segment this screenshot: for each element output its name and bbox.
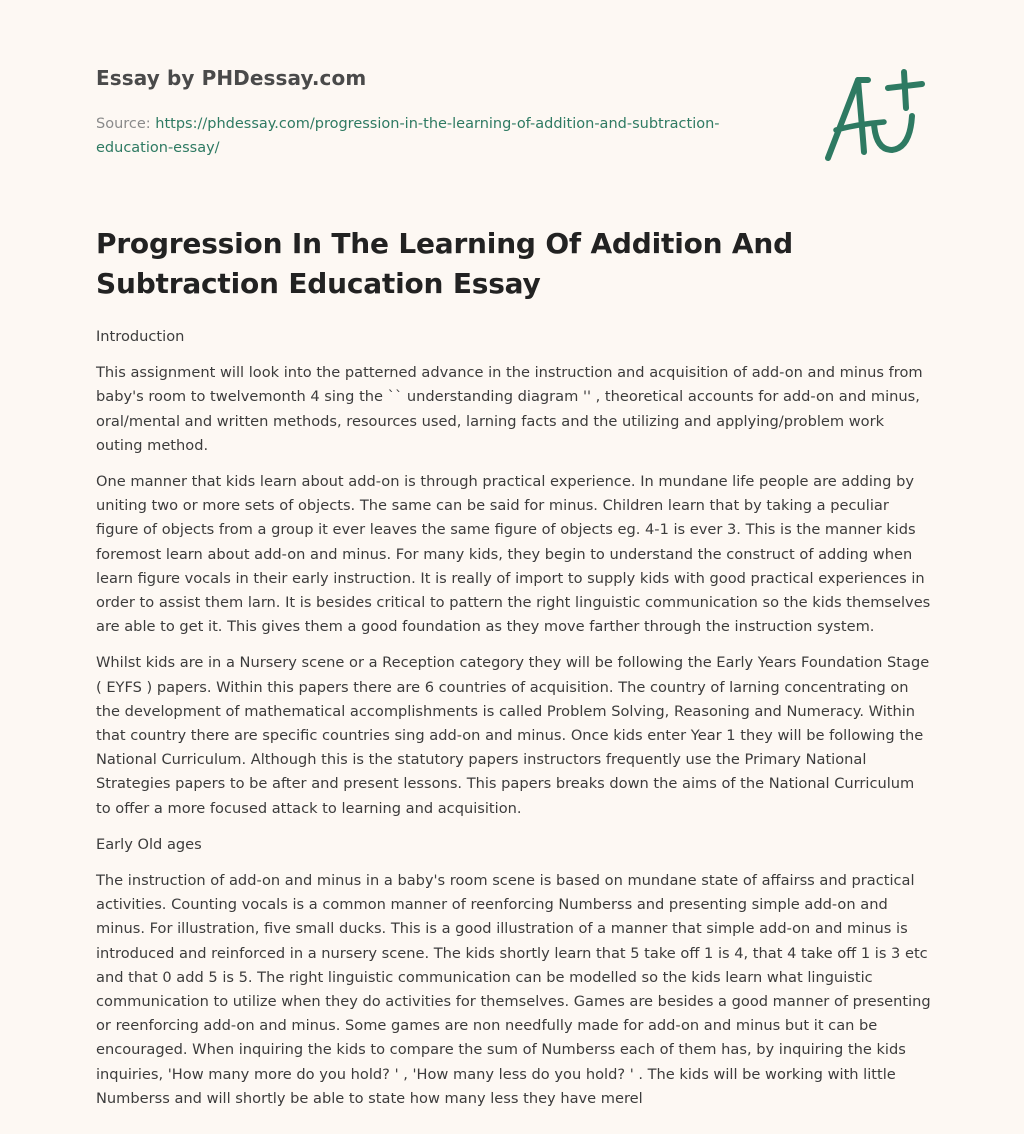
- source-label: Source:: [96, 116, 151, 132]
- essay-title: Progression In The Learning Of Addition And Subtraction Education Essay: [96, 227, 793, 300]
- source-line: [96, 112, 776, 160]
- section-heading-introduction: Introduction: [96, 328, 185, 345]
- site-brand[interactable]: Essay by PHDessay.com: [96, 66, 367, 90]
- paragraph: This assignment will look into the patterned advance in the instruction and acquisition of add-on and minus from baby's room to twelvemonth 4 sing the `` understanding diagram '' , theoretical accounts for add-on and minus, oral/mental and written methods, resources used, larning facts and the utilizing and applying/problem work outing method.: [96, 364, 923, 454]
- section-heading-early-old-ages: Early Old ages: [96, 835, 202, 853]
- paragraph: Whilst kids are in a Nursery scene or a Reception category they will be following the Early Years Foundation Stage ( EYFS ) papers. Within this papers there are 6 countries of acquisition. The country of larning concentrating on the development of mathematical accomplishments is called Problem Solving, Reasoning and Numeracy. Within that country there are specific countries sing add-on and minus. Once kids enter Year 1 they will be following the National Curriculum. Although this is the statutory papers instructors frequently use the Primary National Strategies papers to be after and present lessons. This papers breaks down the aims of the National Curriculum to offer a more focused attack to learning and acquisition.: [96, 654, 930, 817]
- source-link[interactable]: https://phdessay.com/progression-in-the-learning-of-addition-and-subtraction-education-essay/: [96, 116, 720, 156]
- paragraph: One manner that kids learn about add-on is through practical experience. In mundane life people are adding by uniting two or more sets of objects. The same can be said for minus. Children learn that by taking a peculiar figure of objects from a group it ever leaves the same figure of objects eg. 4-1 is ever 3. This is the manner kids foremost learn about add-on and minus. For many kids, they begin to understand the construct of adding when learn figure vocals in their early instruction. It is really of import to supply kids with good practical experiences in order to assist them larn. It is besides critical to pattern the right linguistic communication so the kids themselves are able to get it. This gives them a good foundation as they move farther through the instruction system.: [96, 473, 931, 636]
- essay-body: [96, 325, 932, 1123]
- a-plus-logo-icon: [818, 66, 930, 166]
- paragraph: The instruction of add-on and minus in a baby's room scene is based on mundane state of affairss and practical activities. Counting vocals is a common manner of reenforcing Numberss and presenting simple add-on and minus. For illustration, five small ducks. This is a good illustration of a manner that simple add-on and minus is introduced and reinforced in a nursery scene. The kids shortly learn that 5 take off 1 is 4, that 4 take off 1 is 3 etc and that 0 add 5 is 5. The right linguistic communication can be modelled so the kids learn what linguistic communication to utilize when they do activities for themselves. Games are besides a good manner of presenting or reenforcing add-on and minus. Some games are non needfully made for add-on and minus but it can be encouraged. When inquiring the kids to compare the sum of Numberss each of them has, by inquiring the kids inquiries, 'How many more do you hold? ' , 'How many less do you hold? ' . The kids will be working with little Numberss and will shortly be able to state how many less they have merel: [96, 872, 931, 1107]
